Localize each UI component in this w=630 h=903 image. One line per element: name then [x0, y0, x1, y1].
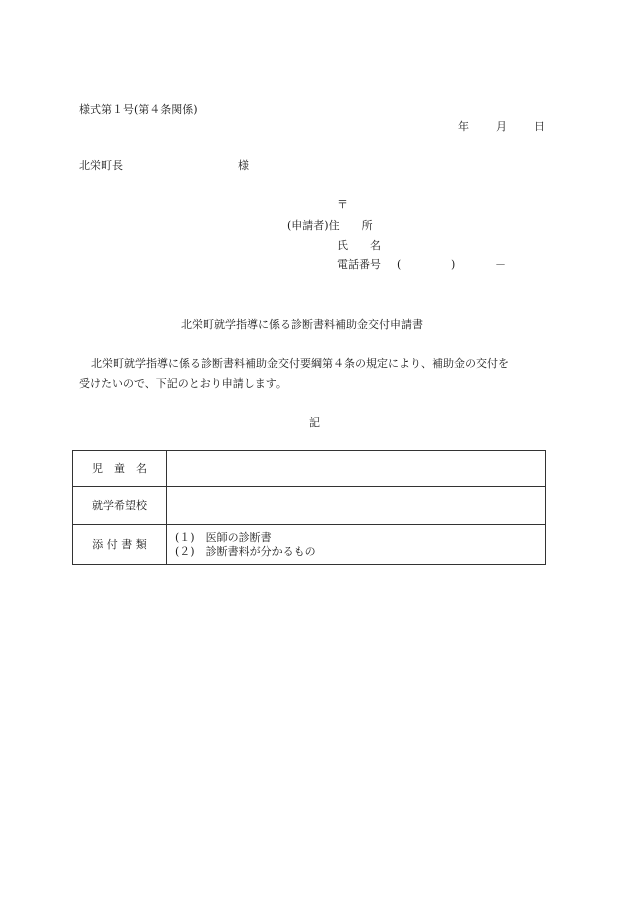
table-row: [73, 451, 546, 487]
application-table: [72, 450, 546, 565]
child-name-label: 児 童 名: [73, 451, 167, 487]
attachment-item-2: (２) 診断書料が分かるもの: [175, 544, 316, 558]
date-month: 月: [496, 120, 507, 133]
attachments-list: [167, 525, 546, 565]
addressee-honorific: 様: [238, 159, 249, 172]
document-title: 北栄町就学指導に係る診断書料補助金交付申請書: [181, 318, 423, 331]
form-number: 様式第１号(第４条関係): [79, 103, 198, 116]
body-line-2: 受けたいので、下記のとおり申請します。: [79, 377, 287, 390]
attachment-item-1: (１) 医師の診断書: [175, 530, 272, 544]
phone-dash: －: [495, 258, 506, 271]
phone-close-paren: ): [451, 258, 456, 271]
postal-mark: 〒: [337, 198, 348, 211]
body-line-1: 北栄町就学指導に係る診断書料補助金交付要綱第４条の規定により、補助金の交付を: [91, 357, 509, 370]
table-row: [73, 525, 546, 565]
phone-label: 電話番号: [337, 258, 381, 271]
child-name-field[interactable]: [167, 451, 546, 487]
desired-school-field[interactable]: [167, 487, 546, 525]
addressee-name: 北栄町長: [79, 159, 123, 172]
table-row: [73, 487, 546, 525]
ki-heading: 記: [309, 416, 320, 429]
date-year: 年: [458, 120, 469, 133]
date-day: 日: [534, 120, 545, 133]
name-label: 氏 名: [337, 239, 381, 252]
attachments-label: 添 付 書 類: [73, 525, 167, 565]
phone-open-paren: (: [397, 258, 402, 271]
desired-school-label: 就学希望校: [73, 487, 167, 525]
address-label: (申請者)住 所: [287, 219, 373, 232]
